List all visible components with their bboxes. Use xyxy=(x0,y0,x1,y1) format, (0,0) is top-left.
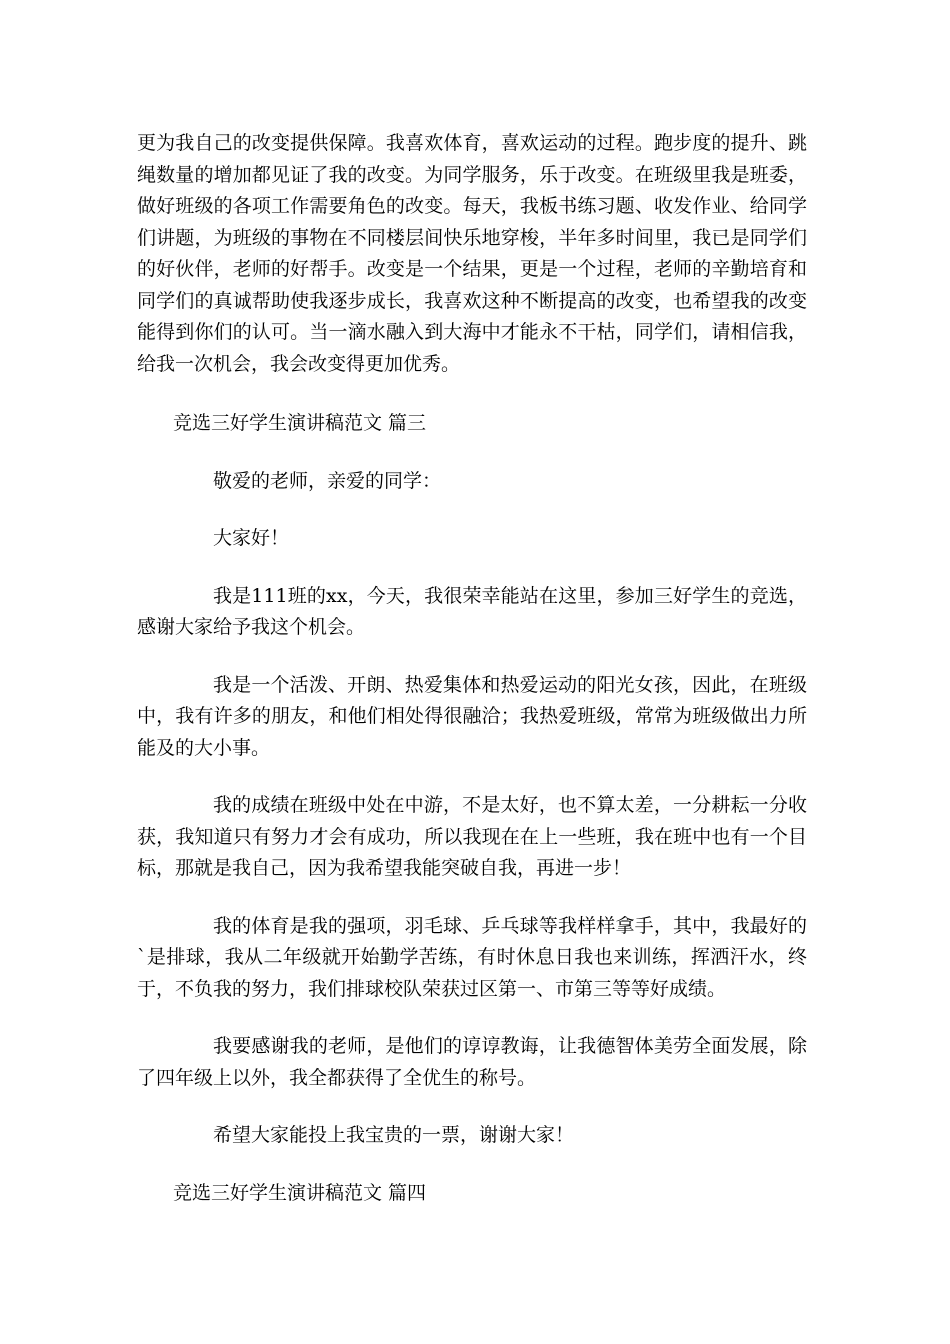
body-paragraph: 我要感谢我的老师，是他们的谆谆教诲，让我德智体美劳全面发展，除了四年级上以外，我全都获得了全优生的称号。 xyxy=(137,1035,807,1089)
spacer xyxy=(137,885,807,911)
body-paragraph: 我是一个活泼、开朗、热爱集体和热爱运动的阳光女孩，因此，在班级中，我有许多的朋友，和他们相处得很融洽；我热爱班级，常常为班级做出力所能及的大小事。 xyxy=(137,673,807,759)
spacer xyxy=(137,1005,807,1031)
document-page xyxy=(137,128,807,1209)
spacer xyxy=(137,644,807,670)
section-heading-3: 竞选三好学生演讲稿范文 篇三 xyxy=(173,412,427,434)
spacer xyxy=(137,440,807,466)
body-paragraph: 我的成绩在班级中处在中游，不是太好，也不算太差，一分耕耘一分收获，我知道只有努力才会有成功，所以我现在在上一些班，我在班中也有一个目标，那就是我自己，因为我希望我能突破自我，再进一步！ xyxy=(137,794,807,879)
closing-paragraph: 希望大家能投上我宝贵的一票，谢谢大家！ xyxy=(213,1124,575,1146)
spacer xyxy=(137,555,807,581)
spacer xyxy=(137,764,807,790)
body-paragraph: 我是111班的xx，今天，我很荣幸能站在这里，参加三好学生的竞选，感谢大家给予我这个机会。 xyxy=(137,584,807,638)
intro-paragraph: 更为我自己的改变提供保障。我喜欢体育，喜欢运动的过程。跑步度的提升、跳绳数量的增加都见证了我的改变。为同学服务，乐于改变。在班级里我是班委，做好班级的各项工作需要角色的改变。每天，我板书练习题、收发作业、给同学们讲题，为班级的事物在不同楼层间快乐地穿梭，半年多时间里，我已是同学们的好伙伴，老师的好帮手。改变是一个结果，更是一个过程，老师的辛勤培育和同学们的真诚帮助使我逐步成长，我喜欢这种不断提高的改变，也希望我的改变能得到你们的认可。当一滴水融入到大海中才能永不干枯，同学们，请相信我，给我一次机会，我会改变得更加优秀。 xyxy=(137,132,807,375)
greeting: 大家好！ xyxy=(213,527,290,549)
spacer xyxy=(137,497,807,523)
salutation: 敬爱的老师，亲爱的同学： xyxy=(213,469,442,492)
section-heading-4: 竞选三好学生演讲稿范文 篇四 xyxy=(173,1181,427,1204)
spacer xyxy=(137,380,807,408)
body-paragraph: 我的体育是我的强项，羽毛球、乒乓球等我样样拿手，其中，我最好的`是排球，我从二年级就开始勤学苦练，有时休息日我也来训练，挥洒汗水，终于，不负我的努力，我们排球校队荣获过区第一、市第三等等好成绩。 xyxy=(137,914,807,1000)
spacer xyxy=(137,1094,807,1120)
spacer xyxy=(137,1152,807,1178)
